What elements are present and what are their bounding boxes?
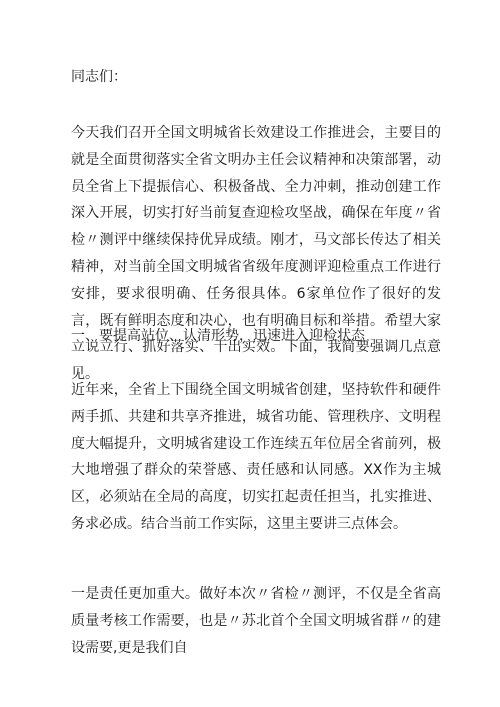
- paragraph-background: 近年来，全省上下围绕全国文明城省创建，坚持软件和硬件两手抓、共建和共享齐推进，城省功能、管理秩序、文明程度大幅提升，文明城省建设工作连续五年位居全省前列，极大地增强了群众的荣誉感、责任感和认同感。XX作为主城区，必须站在全局的高度，切实扛起责任担当，扎实推进、务求必成。结合当前工作实际，这里主要讲三点体会。: [71, 382, 441, 532]
- paragraph-point-one: 一是责任更加重大。做好本次〃省检〃测评，不仅是全省高质量考核工作需要，也是〃苏北首个全国文明城省群〃的建设需要,更是我们自: [71, 586, 441, 656]
- section-heading: 一、要提高站位、认清形势，迅速进入迎检状态: [71, 328, 365, 344]
- greeting: 同志们：: [71, 69, 127, 85]
- paragraph-intro: 今天我们召开全国文明城省长效建设工作推进会，主要目的就是全面贯彻落实全省文明办主任会议精神和决策部署，动员全省上下提振信心、积极备战、全力冲刺，推动创建工作深入开展，切实打好当前复查迎检攻坚战，确保在年度〃省检〃测评中继续保持优异成绩。刚才，马文部长传达了相关精神，对当前全国文明城省省级年度测评迎检重点工作进行安排，要求很明确、任务很具体。6家单位作了很好的发言，既有鲜明态度和决心，也有明确目标和举措。希望大家立说立行、抓好落实、干出实效。下面，我简要强调几点意见。: [71, 125, 441, 383]
